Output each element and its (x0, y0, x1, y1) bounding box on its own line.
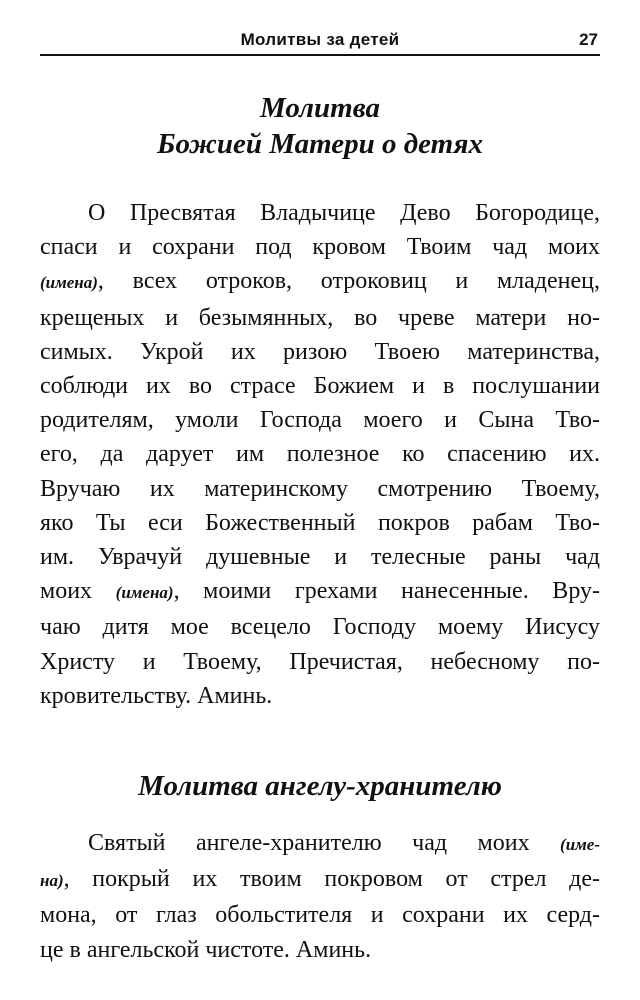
prayer-text-guardian-angel (40, 826, 600, 967)
prayer-title-mother-of-god (40, 90, 600, 162)
text-segment: , всех отроков, отроковиц и младенец, (97, 268, 600, 295)
running-head-title: Молитвы за детей (240, 30, 400, 49)
text-line (40, 862, 600, 898)
text-segment: моих (40, 578, 116, 605)
text-segment: яко Ты еси Божественный покров рабам Тво- (40, 509, 600, 536)
text-line (40, 196, 600, 230)
prayer-title-line-2: Божией Матери о детях (157, 128, 483, 160)
text-segment: родителям, умоли Господа моего и Сына Тво- (40, 407, 600, 434)
text-line (40, 645, 600, 679)
text-segment: мона, от глаз обольстителя и сохрани их серд- (40, 902, 600, 929)
text-line (40, 933, 600, 967)
text-line (40, 540, 600, 574)
running-head (40, 28, 600, 56)
prayer-title-line-1: Молитва (260, 92, 380, 124)
text-segment: им. Уврачуй душевные и телесные раны чад (40, 544, 600, 571)
text-segment: его, да дарует им полезное ко спасению их. (40, 441, 600, 468)
text-segment: симых. Укрой их ризою Твоею материнства, (40, 338, 600, 365)
text-line (40, 301, 600, 335)
text-line (40, 437, 600, 471)
text-segment: , покрый их твоим покровом от стрел де- (63, 866, 600, 893)
text-segment: чаю дитя мое всецело Господу моему Иисусу (40, 614, 600, 641)
prayer-title-guardian-angel: Молитва ангелу-хранителю (138, 770, 502, 802)
names-placeholder-note: на) (40, 871, 64, 891)
text-line (40, 472, 600, 506)
text-segment: Святый ангеле-хранителю чад моих (88, 830, 561, 856)
text-segment: , моими грехами нанесенные. Вру- (173, 578, 600, 605)
text-segment: Христу и Твоему, Пречистая, небесному по- (40, 648, 600, 675)
text-segment: соблюди их во страсе Божием и в послушании (40, 373, 600, 400)
names-placeholder-note: (име- (560, 835, 600, 854)
text-line (40, 610, 600, 644)
text-line (40, 574, 600, 610)
names-placeholder-note: (имена) (115, 583, 174, 603)
text-line (40, 403, 600, 437)
text-line (40, 679, 600, 713)
text-segment: Вручаю их материнскому смотрению Твоему, (40, 475, 600, 502)
text-line (40, 826, 600, 862)
text-segment: спаси и сохрани под кровом Твоим чад моих (40, 234, 600, 261)
page-number: 27 (579, 30, 598, 49)
text-line (40, 230, 600, 264)
text-segment: О Пресвятая Владычице Дево Богородице, (88, 200, 600, 226)
text-segment: кровительству. Аминь. (40, 682, 273, 709)
text-line (40, 335, 600, 369)
text-line (40, 264, 600, 300)
text-segment: це в ангельской чистоте. Аминь. (40, 936, 372, 963)
text-line (40, 369, 600, 403)
text-line (40, 506, 600, 540)
names-placeholder-note: (имена) (40, 273, 98, 293)
prayer-text-mother-of-god (40, 196, 600, 713)
text-line (40, 898, 600, 932)
text-segment: крещеных и безымянных, во чреве матери но- (40, 304, 600, 331)
